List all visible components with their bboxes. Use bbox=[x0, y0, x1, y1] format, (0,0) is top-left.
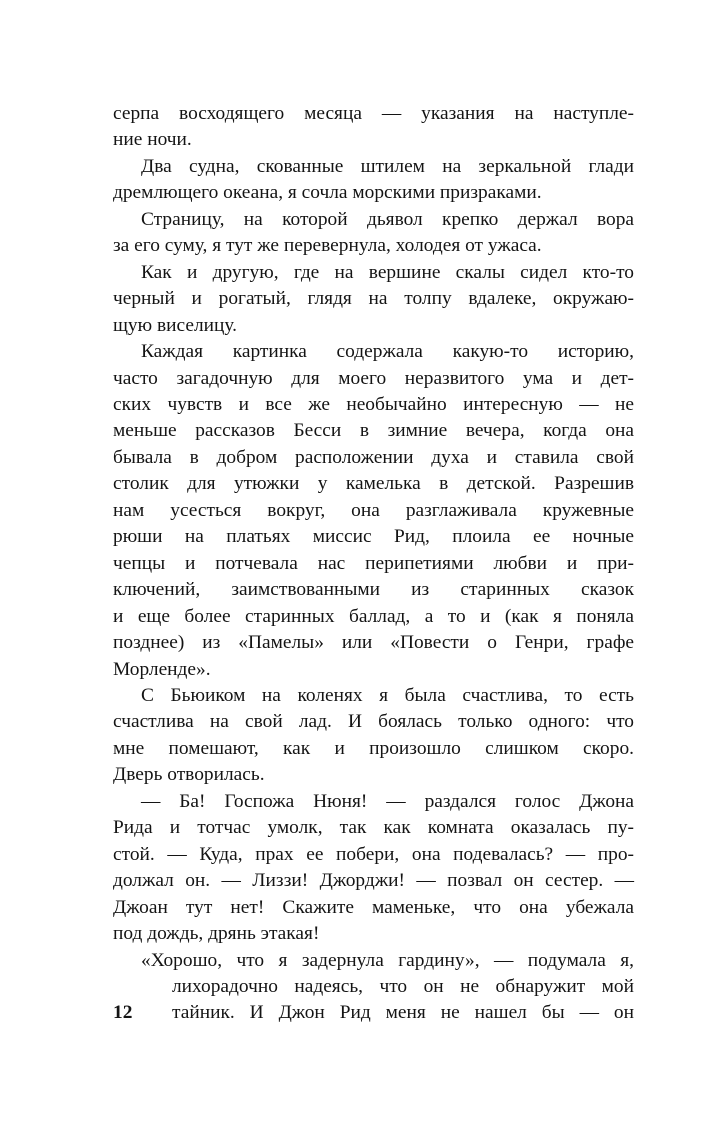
text-line: серпа восходящего месяца — указания на наступле- bbox=[113, 103, 634, 124]
text-line: лихорадочно надеясь, что он не обнаружит мой bbox=[172, 975, 634, 997]
page-number: 12 bbox=[113, 1002, 133, 1024]
text-line: стой. — Куда, прах ее побери, она подевалась? — про- bbox=[113, 843, 634, 865]
text-line: часто загадочную для моего неразвитого ума и дет- bbox=[113, 367, 634, 389]
text-line: тайник. И Джон Рид меня не нашел бы — он bbox=[172, 1002, 634, 1024]
text-line: Рида и тотчас умолк, так как комната оказалась пу- bbox=[113, 817, 634, 839]
text-line: Дверь отворилась. bbox=[113, 764, 265, 786]
text-line: «Хорошо, что я задернула гардину», — подумала я, bbox=[141, 949, 634, 971]
text-line: Как и другую, где на вершине скалы сидел кто-то bbox=[141, 261, 634, 283]
text-line: Страницу, на которой дьявол крепко держал вора bbox=[141, 208, 634, 230]
text-line: ключений, заимствованными из старинных сказок bbox=[113, 579, 634, 601]
text-line: Два судна, скованные штилем на зеркальной глади bbox=[141, 155, 634, 177]
text-line: С Бьюиком на коленях я была счастлива, то есть bbox=[141, 684, 634, 706]
text-line: Морленде». bbox=[113, 658, 211, 680]
text-line: Джоан тут нет! Скажите маменьке, что она убежала bbox=[113, 896, 634, 918]
text-block bbox=[113, 101, 634, 1027]
text-line: ских чувств и все же необычайно интересную — не bbox=[113, 393, 634, 415]
text-line: — Ба! Госпожа Нюня! — раздался голос Джона bbox=[141, 790, 634, 812]
text-line: дремлющего океана, я сочла морскими призраками. bbox=[113, 182, 542, 204]
text-line: под дождь, дрянь этакая! bbox=[113, 923, 320, 945]
text-line: мне помешают, как и произошло слишком скоро. bbox=[113, 737, 634, 759]
text-line: Каждая картинка содержала какую-то историю, bbox=[141, 341, 634, 363]
text-line: меньше рассказов Бесси в зимние вечера, когда она bbox=[113, 420, 634, 442]
text-line: щую виселицу. bbox=[113, 314, 237, 336]
text-line: нам усесться вокруг, она разглаживала кружевные bbox=[113, 499, 634, 521]
text-line: чепцы и потчевала нас перипетиями любви и при- bbox=[113, 552, 634, 574]
text-line: черный и рогатый, глядя на толпу вдалеке, окружаю- bbox=[113, 288, 634, 310]
text-line: рюши на платьях миссис Рид, плоила ее ночные bbox=[113, 526, 634, 548]
text-line: должал он. — Лиззи! Джорджи! — позвал он сестер. — bbox=[113, 870, 634, 892]
text-line: счастлива на свой лад. И боялась только одного: что bbox=[113, 711, 634, 733]
text-line: и еще более старинных баллад, а то и (как я поняла bbox=[113, 605, 634, 627]
text-line: за его суму, я тут же перевернула, холодея от ужаса. bbox=[113, 235, 542, 257]
text-line: столик для утюжки у камелька в детской. Разрешив bbox=[113, 473, 634, 495]
text-line: позднее) из «Памелы» или «Повести о Генри, графе bbox=[113, 632, 634, 654]
text-line: бывала в добром расположении духа и ставила свой bbox=[113, 446, 634, 468]
text-line: ние ночи. bbox=[113, 129, 192, 151]
